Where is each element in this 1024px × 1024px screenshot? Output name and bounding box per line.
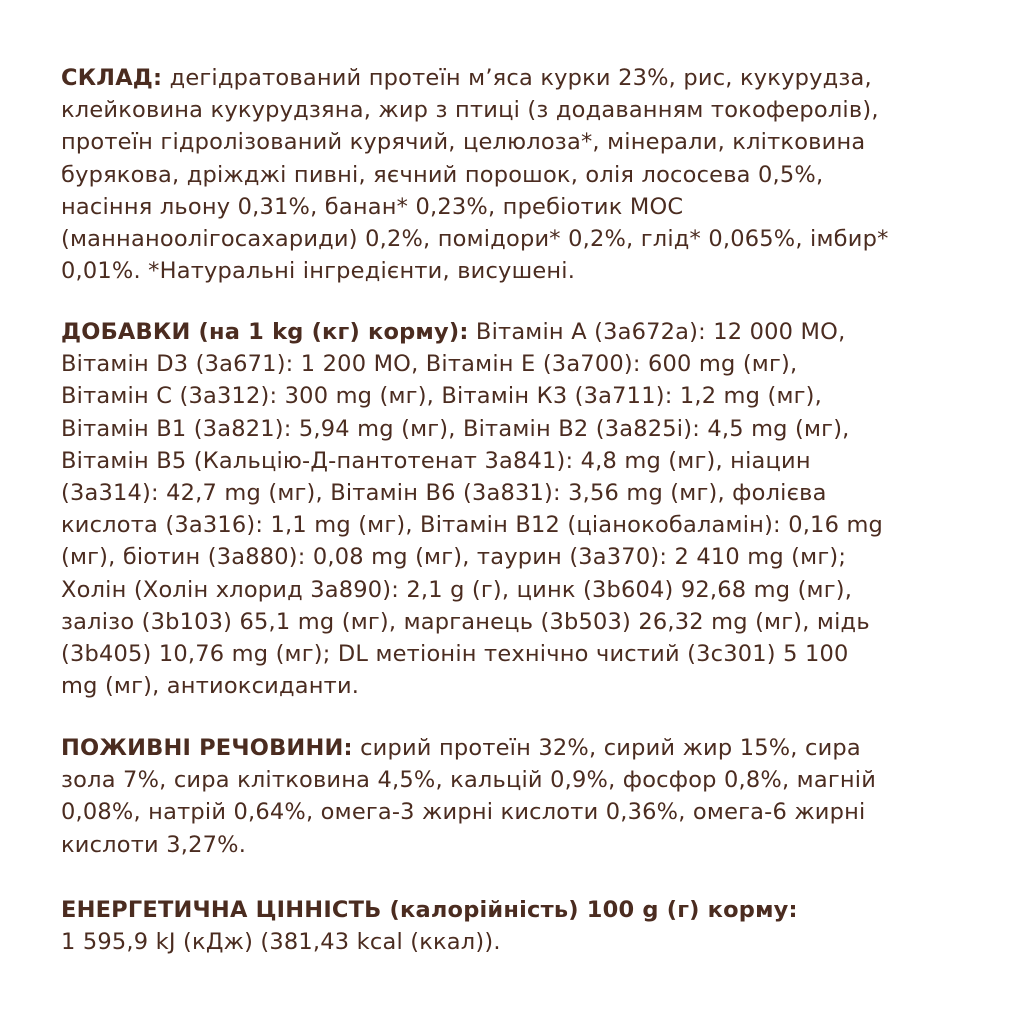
additives-line: (мг), біотин (3а880): 0,08 mg (мг), таурин (3а370): 2 410 mg (мг); bbox=[61, 544, 847, 571]
composition-heading: СКЛАД: bbox=[61, 65, 163, 91]
text: Вітамін А (3а672а): 12 000 МО, bbox=[468, 319, 846, 345]
additives-section bbox=[61, 316, 991, 702]
additives-heading: ДОБАВКИ (на 1 kg (кг) корму): bbox=[61, 319, 469, 345]
additives-line: (3b405) 10,76 mg (мг); DL метіонін технічно чистий (3c301) 5 100 bbox=[61, 641, 849, 668]
nutrients-line: кислоти 3,27%. bbox=[61, 831, 247, 858]
additives-line: (3а314): 42,7 mg (мг), Вітамін В6 (3а831): 3,56 mg (мг), фолієва bbox=[61, 480, 827, 507]
energy-section bbox=[61, 894, 991, 958]
additives-line bbox=[61, 316, 991, 348]
additives-line: Вітамін В1 (3а821): 5,94 mg (мг), Вітамін В2 (3а825і): 4,5 mg (мг), bbox=[61, 415, 850, 442]
additives-line: Вітамін В5 (Кальцію-Д-пантотенат 3а841): 4,8 mg (мг), ніацин bbox=[61, 447, 811, 474]
composition-line: (маннаноолігосахариди) 0,2%, помідори* 0,2%, глід* 0,065%, імбир* bbox=[61, 226, 889, 253]
additives-line: Холін (Холін хлорид 3а890): 2,1 g (г), цинк (3b604) 92,68 mg (мг), bbox=[61, 576, 853, 603]
composition-section bbox=[61, 62, 991, 287]
additives-line: залізо (3b103) 65,1 mg (мг), марганець (3b503) 26,32 mg (мг), мідь bbox=[61, 608, 870, 635]
composition-line: клейковина кукурудзяна, жир з птиці (з додаванням токоферолів), bbox=[61, 97, 879, 124]
composition-line: протеїн гідролізований курячий, целюлоза*, мінерали, клітковина bbox=[61, 129, 866, 156]
energy-line bbox=[61, 894, 991, 926]
nutrients-heading: ПОЖИВНІ РЕЧОВИНИ: bbox=[61, 735, 353, 761]
text: дегідратований протеїн м’яса курки 23%, рис, кукурудза, bbox=[162, 65, 872, 91]
energy-line: 1 595,9 kJ (кДж) (381,43 kcal (ккал)). bbox=[61, 929, 501, 956]
additives-line: Вітамін D3 (3а671): 1 200 МО, Вітамін Е (3а700): 600 mg (мг), bbox=[61, 351, 798, 378]
composition-line: насіння льону 0,31%, банан* 0,23%, пребіотик МОС bbox=[61, 193, 684, 220]
composition-line: бурякова, дріжджі пивні, яєчний порошок, олія лососева 0,5%, bbox=[61, 161, 824, 188]
composition-line: 0,01%. *Натуральні інгредієнти, висушені. bbox=[61, 258, 576, 285]
composition-line bbox=[61, 62, 991, 94]
additives-line: Вітамін С (3а312): 300 mg (мг), Вітамін К3 (3а711): 1,2 mg (мг), bbox=[61, 383, 823, 410]
text: сирий протеїн 32%, сирий жир 15%, сира bbox=[352, 735, 861, 761]
additives-line: кислота (3а316): 1,1 mg (мг), Вітамін В12 (ціанокобаламін): 0,16 mg bbox=[61, 512, 884, 539]
additives-line: mg (мг), антиоксиданти. bbox=[61, 673, 360, 700]
nutrients-line bbox=[61, 732, 991, 764]
nutrients-section bbox=[61, 732, 991, 861]
nutrients-line: зола 7%, сира клітковина 4,5%, кальцій 0,9%, фосфор 0,8%, магній bbox=[61, 767, 877, 794]
energy-heading: ЕНЕРГЕТИЧНА ЦІННІСТЬ (калорійність) 100 g (г) корму: bbox=[61, 897, 798, 923]
nutrients-line: 0,08%, натрій 0,64%, омега-3 жирні кислоти 0,36%, омега-6 жирні bbox=[61, 799, 866, 826]
